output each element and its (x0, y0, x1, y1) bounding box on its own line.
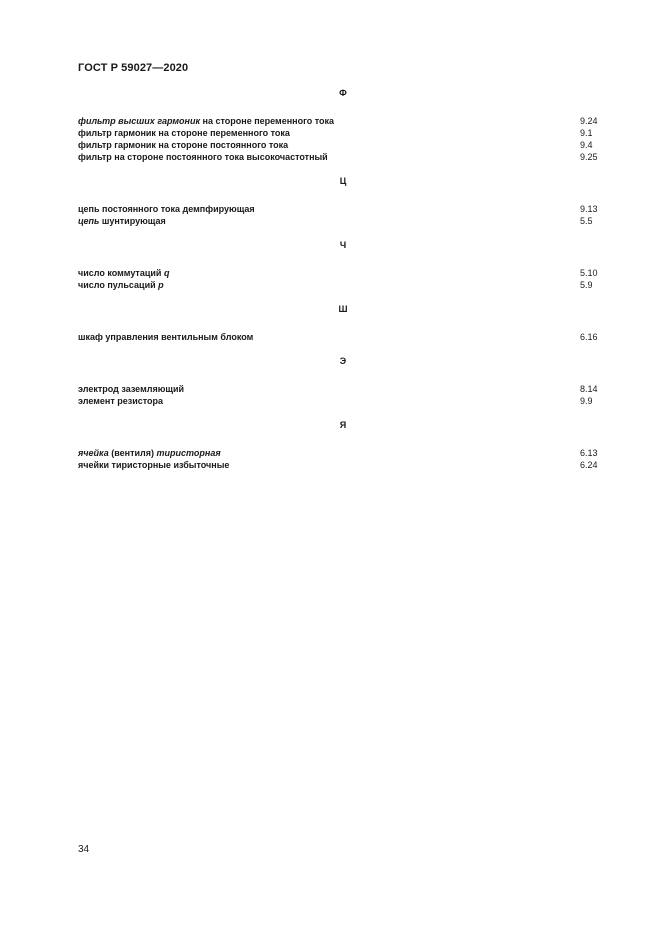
index-term (78, 127, 290, 139)
term-part: электрод заземляющий (78, 384, 185, 394)
index-entry (78, 459, 602, 471)
index-reference: 5.10 (580, 268, 598, 278)
term-part: элемент резистора (78, 396, 164, 406)
index-entries (78, 331, 602, 343)
index-entry (78, 383, 602, 395)
section-letter: Ш (338, 304, 348, 314)
index-term (78, 203, 255, 215)
index-entry (78, 215, 602, 227)
term-part: шкаф управления вентильным блоком (78, 332, 254, 342)
index-entry (78, 151, 602, 163)
index-term (78, 151, 328, 163)
term-part-italic: цепь (78, 216, 100, 226)
index-reference: 9.1 (580, 128, 593, 138)
index-reference: 9.25 (580, 152, 598, 162)
section-letter: Ц (339, 176, 347, 186)
index-reference: 5.9 (580, 280, 593, 290)
index-entry (78, 447, 602, 459)
index-term (78, 215, 166, 227)
index-entry (78, 127, 602, 139)
index-entries (78, 115, 602, 163)
index-reference: 5.5 (580, 216, 593, 226)
index-entries (78, 267, 602, 291)
term-part: фильтр гармоник на стороне постоянного тока (78, 140, 289, 150)
index-entry (78, 331, 602, 343)
index-reference: 9.24 (580, 116, 598, 126)
index-reference: 9.9 (580, 396, 593, 406)
index-entry (78, 115, 602, 127)
index-term (78, 459, 229, 471)
term-part: шунтирующая (99, 216, 166, 226)
term-part-italic: фильтр высших гармоник (78, 116, 201, 126)
index-entries (78, 383, 602, 407)
term-part-italic: p (158, 280, 164, 290)
index-entry (78, 139, 602, 151)
term-part-italic: ячейка (78, 448, 109, 458)
index-reference: 6.24 (580, 460, 598, 470)
index-entry (78, 203, 602, 215)
section-letter: Я (339, 420, 347, 430)
index-entries (78, 447, 602, 471)
page-number: 34 (78, 844, 90, 855)
index-entries (78, 203, 602, 227)
index-term (78, 383, 184, 395)
index-entry (78, 279, 602, 291)
index-reference: 6.16 (580, 332, 598, 342)
index-term (78, 279, 164, 291)
index-term (78, 447, 221, 459)
section-letter: Ф (339, 88, 347, 98)
index-term (78, 395, 163, 407)
section-letter: Э (339, 356, 347, 366)
document-header: ГОСТ Р 59027—2020 (78, 62, 189, 74)
index-term (78, 139, 288, 151)
term-part: на стороне переменного тока (200, 116, 335, 126)
index-reference: 9.4 (580, 140, 593, 150)
index-entry (78, 267, 602, 279)
section-letter: Ч (339, 240, 347, 250)
term-part: фильтр на стороне постоянного тока высокочастотный (78, 152, 328, 162)
alphabetical-index (78, 88, 602, 484)
index-reference: 6.13 (580, 448, 598, 458)
term-part-italic: q (163, 268, 170, 278)
term-part: число пульсаций (78, 280, 159, 290)
index-term (78, 115, 334, 127)
index-entry (78, 395, 602, 407)
term-part: (вентиля) (108, 448, 157, 458)
term-part: фильтр гармоник на стороне переменного тока (78, 128, 290, 138)
term-part: ячейки тиристорные избыточные (78, 460, 230, 470)
index-reference: 8.14 (580, 384, 598, 394)
index-term (78, 267, 169, 279)
term-part: число коммутаций (78, 268, 164, 278)
index-reference: 9.13 (580, 204, 598, 214)
term-part: цепь постоянного тока демпфирующая (78, 204, 255, 214)
index-term (78, 331, 253, 343)
term-part-italic: тиристорная (156, 448, 221, 458)
